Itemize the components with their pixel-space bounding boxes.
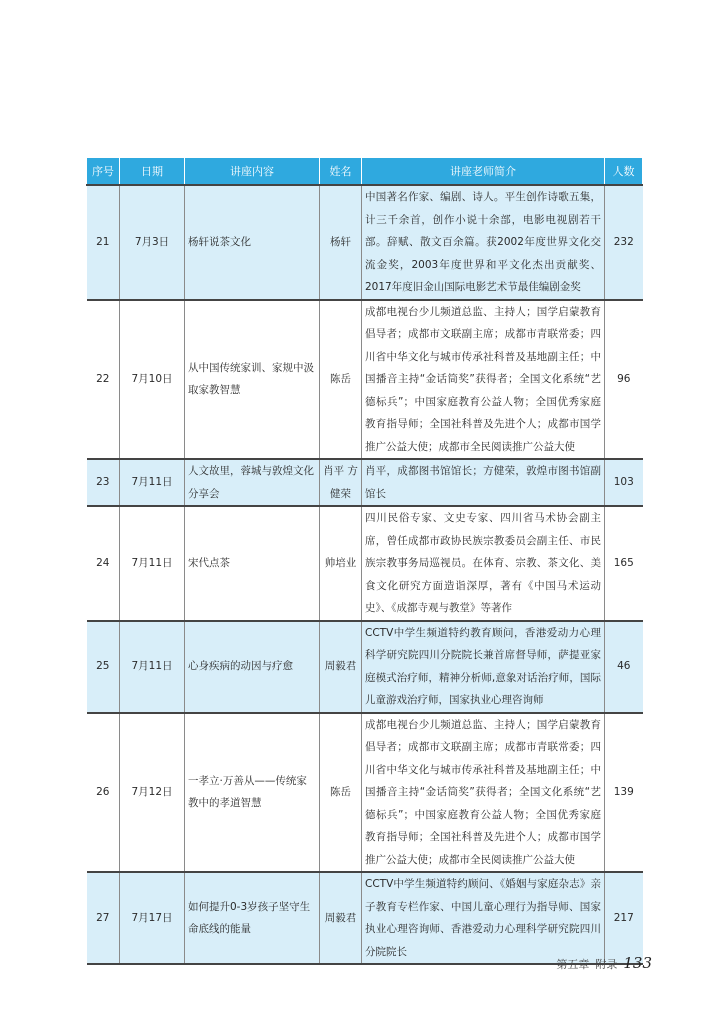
lecture-table [86, 157, 643, 965]
table-row [87, 185, 643, 300]
row-topic: 杨轩说茶文化 [185, 185, 320, 300]
row-count: 96 [605, 300, 643, 460]
row-intro: 肖平，成都图书馆馆长；方健荣，敦煌市图书馆副馆长 [362, 459, 605, 506]
row-number: 22 [87, 300, 120, 460]
row-date: 7月11日 [120, 621, 185, 713]
row-topic: 从中国传统家训、家规中汲取家教智慧 [185, 300, 320, 460]
row-number: 25 [87, 621, 120, 713]
table-row [87, 713, 643, 873]
row-name: 杨轩 [320, 185, 362, 300]
table-header-row [87, 158, 643, 186]
row-date: 7月11日 [120, 506, 185, 621]
row-number: 23 [87, 459, 120, 506]
row-count: 165 [605, 506, 643, 621]
row-intro: 成都电视台少儿频道总监、主持人；国学启蒙教育倡导者；成都市文联副主席；成都市青联常委；四川省中华文化与城市传承社科普及基地副主任；中国播音主持“金话筒奖”获得者；全国文化系统“艺德标兵”；中国家庭教育公益人物；全国优秀家庭教育指导师；全国社科普及先进个人；成都市国学推广公益大使；成都市全民阅读推广公益大使 [362, 300, 605, 460]
header-count: 人数 [605, 158, 643, 186]
row-count: 103 [605, 459, 643, 506]
row-count: 232 [605, 185, 643, 300]
row-name: 陈岳 [320, 713, 362, 873]
row-name: 肖平 方健荣 [320, 459, 362, 506]
page-footer [556, 954, 652, 972]
row-date: 7月3日 [120, 185, 185, 300]
row-date: 7月10日 [120, 300, 185, 460]
row-count: 217 [605, 872, 643, 964]
table-row [87, 872, 643, 964]
table-row [87, 506, 643, 621]
row-intro: 四川民俗专家、文史专家、四川省马术协会副主席，曾任成都市政协民族宗教委员会副主任、市民族宗教事务局巡视员。在体育、宗教、茶文化、美食文化研究方面造诣深厚，著有《中国马术运动史》、《成都寺观与教堂》等著作 [362, 506, 605, 621]
row-topic: 如何提升0-3岁孩子坚守生命底线的能量 [185, 872, 320, 964]
row-name: 陈岳 [320, 300, 362, 460]
row-name: 周毅君 [320, 621, 362, 713]
row-intro: 中国著名作家、编剧、诗人。平生创作诗歌五集，计三千余首，创作小说十余部，电影电视剧若干部。辞赋、散文百余篇。获2002年度世界文化交流金奖，2003年度世界和平文化杰出贡献奖、2017年度旧金山国际电影艺术节最佳编剧金奖 [362, 185, 605, 300]
row-name: 周毅君 [320, 872, 362, 964]
row-count: 139 [605, 713, 643, 873]
row-topic: 宋代点茶 [185, 506, 320, 621]
table-row [87, 300, 643, 460]
row-number: 21 [87, 185, 120, 300]
row-intro: CCTV中学生频道特约教育顾问，香港爱动力心理科学研究院四川分院院长兼首席督导师，萨提亚家庭模式治疗师，精神分析师,意象对话治疗师，国际儿童游戏治疗师，国家执业心理咨询师 [362, 621, 605, 713]
row-topic: 一孝立·万善从——传统家教中的孝道智慧 [185, 713, 320, 873]
row-name: 帅培业 [320, 506, 362, 621]
header-intro: 讲座老师简介 [362, 158, 605, 186]
row-topic: 人文故里，蓉城与敦煌文化分享会 [185, 459, 320, 506]
row-number: 24 [87, 506, 120, 621]
row-count: 46 [605, 621, 643, 713]
footer-chapter: 第五章 [556, 958, 590, 971]
footer-section: 附录 [595, 958, 618, 971]
row-date: 7月11日 [120, 459, 185, 506]
header-date: 日期 [120, 158, 185, 186]
header-number: 序号 [87, 158, 120, 186]
header-topic: 讲座内容 [185, 158, 320, 186]
table-row [87, 459, 643, 506]
row-date: 7月12日 [120, 713, 185, 873]
row-number: 27 [87, 872, 120, 964]
row-topic: 心身疾病的动因与疗愈 [185, 621, 320, 713]
page-number: 133 [623, 954, 652, 972]
header-name: 姓名 [320, 158, 362, 186]
row-number: 26 [87, 713, 120, 873]
table-row [87, 621, 643, 713]
row-date: 7月17日 [120, 872, 185, 964]
row-intro: CCTV中学生频道特约顾问、《婚姻与家庭杂志》亲子教育专栏作家、中国儿童心理行为指导师、国家执业心理咨询师、香港爱动力心理科学研究院四川分院院长 [362, 872, 605, 964]
row-intro: 成都电视台少儿频道总监、主持人；国学启蒙教育倡导者；成都市文联副主席；成都市青联常委；四川省中华文化与城市传承社科普及基地副主任；中国播音主持“金话筒奖”获得者；全国文化系统“艺德标兵”；中国家庭教育公益人物；全国优秀家庭教育指导师；全国社科普及先进个人；成都市国学推广公益大使；成都市全民阅读推广公益大使 [362, 713, 605, 873]
